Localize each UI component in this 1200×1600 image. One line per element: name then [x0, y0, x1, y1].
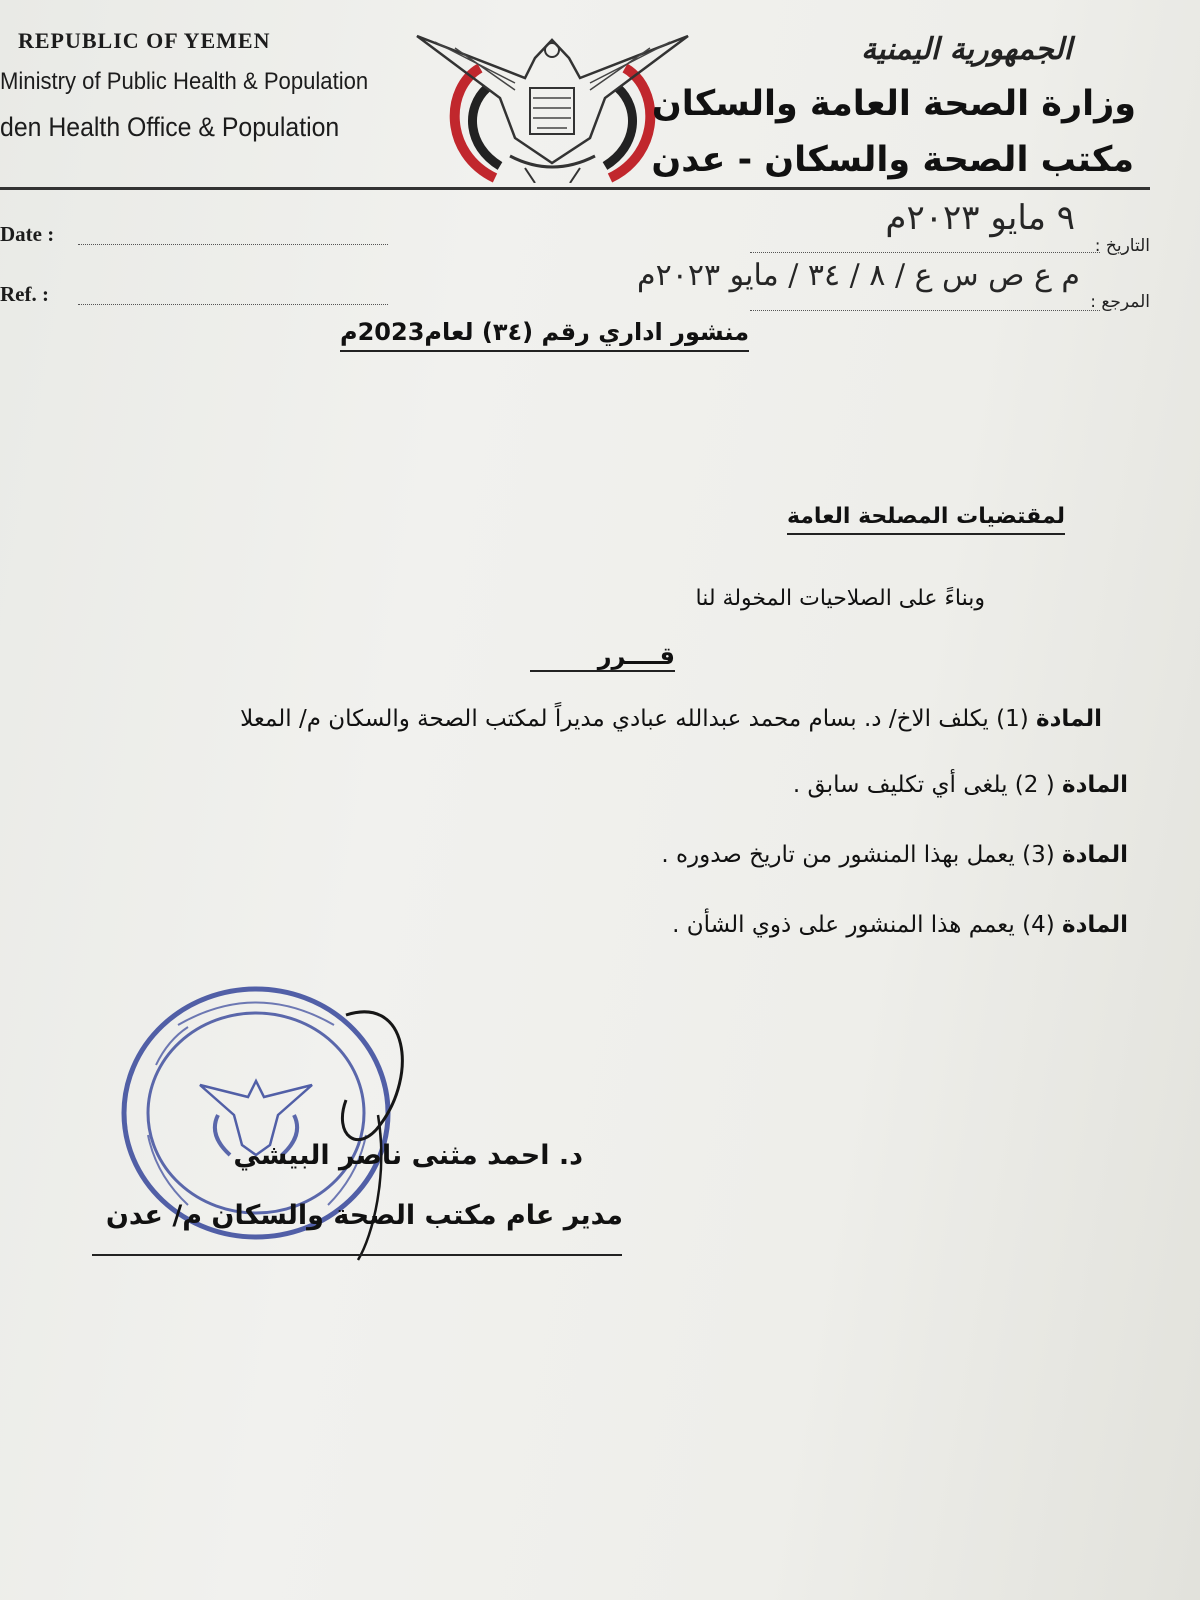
- ref-line-en: [78, 304, 388, 305]
- ref-value-handwritten: م ع ص س ع / ٨ / ٣٤ / مايو ٢٠٢٣م: [637, 258, 1080, 293]
- article-text: يلغى أي تكليف سابق .: [792, 772, 1008, 798]
- ref-line-ar: [750, 310, 1100, 311]
- article-number: ( 2): [1014, 772, 1055, 798]
- date-line-ar: [750, 252, 1100, 253]
- ref-label-ar: المرجع :: [1090, 292, 1150, 312]
- header-ar-office: مكتب الصحة والسكان - عدن: [651, 140, 1134, 180]
- article-text: يعمل بهذا المنشور من تاريخ صدوره .: [661, 842, 1015, 868]
- article-3: [661, 842, 1128, 868]
- header-en-ministry: Ministry of Public Health & Population: [0, 68, 369, 95]
- date-line-en: [78, 244, 388, 245]
- article-1: [240, 706, 1102, 732]
- section-heading: لمقتضيات المصلحة العامة: [787, 504, 1065, 535]
- signature-underline: [92, 1254, 622, 1256]
- header-divider: [0, 187, 1150, 190]
- circular-title: منشور اداري رقم (٣٤) لعام2023م: [340, 318, 749, 352]
- article-number: (1): [996, 706, 1029, 732]
- authority-line: وبناءً على الصلاحيات المخولة لنا: [695, 586, 985, 611]
- article-label: المادة: [1062, 772, 1128, 798]
- date-label-ar: التاريخ :: [1094, 236, 1150, 256]
- date-value-handwritten: ٩ مايو ٢٠٢٣م: [885, 198, 1075, 238]
- article-number: (3): [1022, 842, 1055, 868]
- article-label: المادة: [1062, 842, 1128, 868]
- signatory-name: د. احمد مثنى ناصر البيشي: [233, 1140, 583, 1171]
- header-en-office: den Health Office & Population: [0, 112, 340, 142]
- date-label-en: Date :: [0, 222, 55, 246]
- article-number: (4): [1022, 912, 1055, 938]
- article-label: المادة: [1062, 912, 1128, 938]
- signatory-position: مدير عام مكتب الصحة والسكان م/ عدن: [105, 1200, 623, 1231]
- article-label: المادة: [1036, 706, 1102, 732]
- header-en-republic: REPUBLIC OF YEMEN: [18, 28, 271, 53]
- ref-label-en: Ref. :: [0, 282, 49, 306]
- article-2: [793, 772, 1128, 798]
- article-text: يعمم هذا المنشور على ذوي الشأن .: [672, 912, 1015, 938]
- header-ar-republic: الجمهورية اليمنية: [861, 32, 1072, 67]
- yemen-eagle-emblem-icon: [415, 28, 690, 183]
- decision-heading: قــــرر: [530, 642, 675, 672]
- article-4: [672, 912, 1128, 938]
- header-ar-ministry: وزارة الصحة العامة والسكان: [651, 84, 1136, 124]
- article-text: يكلف الاخ/ د. بسام محمد عبدالله عبادي مديراً لمكتب الصحة والسكان م/ المعلا: [240, 706, 989, 732]
